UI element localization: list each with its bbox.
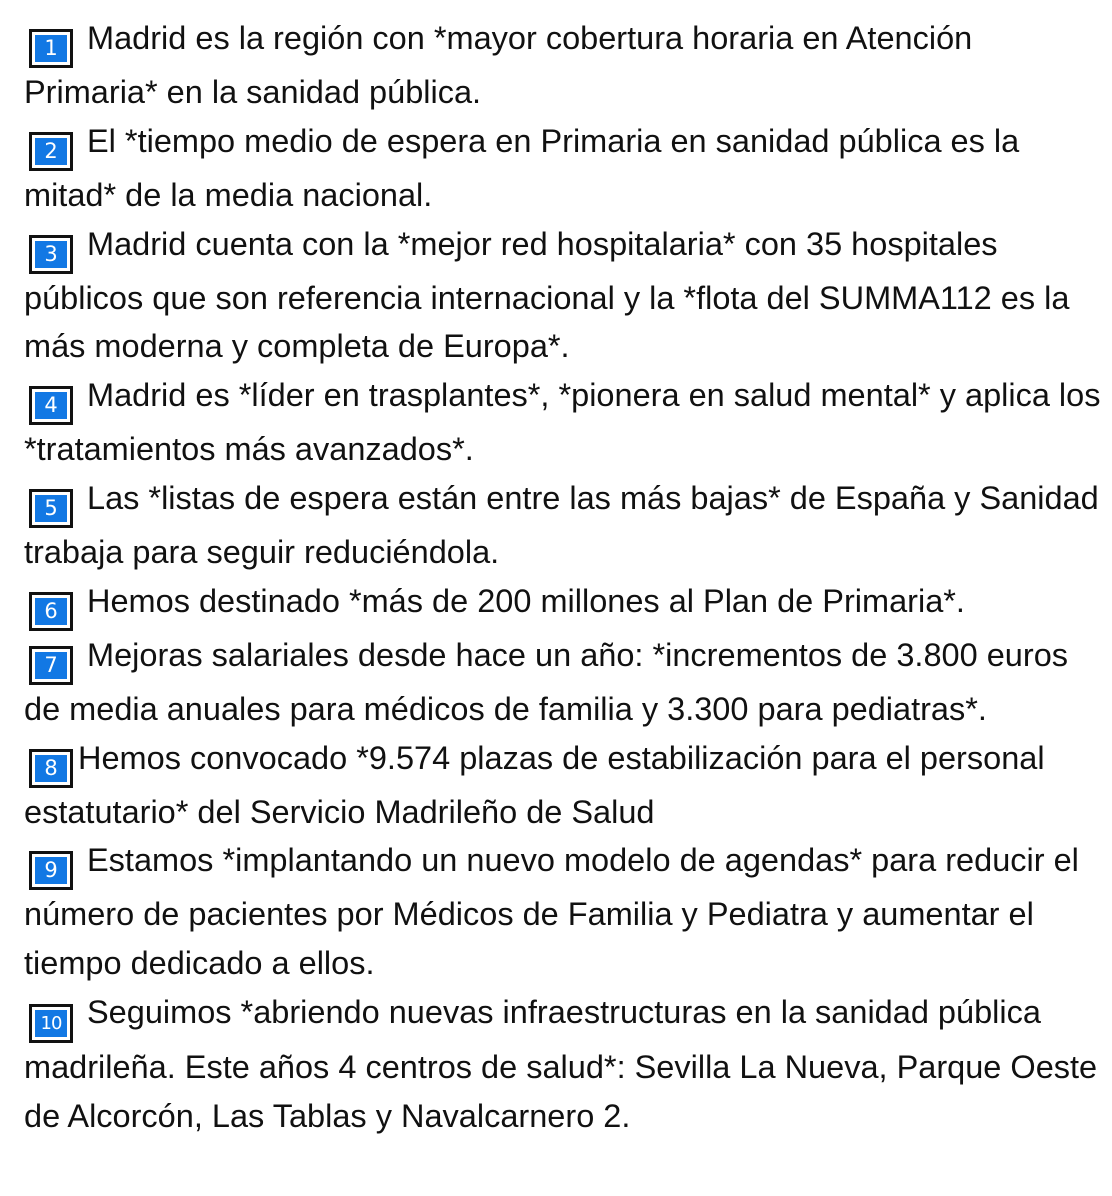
list-item-6 — [24, 577, 1104, 631]
list-item-9 — [24, 836, 1104, 988]
number-8-keycap-icon: 8 — [29, 749, 73, 788]
number-10-keycap-icon: 10 — [29, 1004, 73, 1043]
list-item-1 — [24, 14, 1104, 117]
list-item-2 — [24, 117, 1104, 220]
number-6-keycap-icon: 6 — [29, 592, 73, 631]
number-4-keycap-icon: 4 — [29, 386, 73, 425]
document-body — [24, 14, 1104, 1141]
number-3-keycap-icon: 3 — [29, 235, 73, 274]
list-item-text: Hemos convocado *9.574 plazas de estabilización para el personal estatutario* del Servicio Madrileño de Salud — [24, 739, 1045, 830]
number-1-keycap-icon: 1 — [29, 29, 73, 68]
list-item-text: Madrid es la región con *mayor cobertura horaria en Atención Primaria* en la sanidad pública. — [24, 20, 973, 110]
list-item-text: El *tiempo medio de espera en Primaria en sanidad pública es la mitad* de la media nacional. — [24, 122, 1020, 213]
list-item-10 — [24, 988, 1104, 1141]
list-item-8 — [24, 734, 1104, 837]
list-item-5 — [24, 474, 1104, 577]
list-item-text: Las *listas de espera están entre las más bajas* de España y Sanidad trabaja para seguir reduciéndola. — [24, 479, 1099, 570]
list-item-4 — [24, 371, 1104, 474]
list-item-text: Estamos *implantando un nuevo modelo de agendas* para reducir el número de pacientes por Médicos de Familia y Pediatra y aumentar el tiempo dedicado a ellos. — [24, 842, 1079, 982]
list-item-text: Hemos destinado *más de 200 millones al Plan de Primaria*. — [87, 582, 965, 619]
number-2-keycap-icon: 2 — [29, 132, 73, 171]
number-7-keycap-icon: 7 — [29, 646, 73, 685]
number-9-keycap-icon: 9 — [29, 851, 73, 890]
list-item-text: Madrid cuenta con la *mejor red hospitalaria* con 35 hospitales públicos que son referencia internacional y la *flota del SUMMA112 es la más moderna y completa de Europa*. — [24, 225, 1070, 365]
number-5-keycap-icon: 5 — [29, 489, 73, 528]
list-item-3 — [24, 220, 1104, 372]
list-item-7 — [24, 631, 1104, 734]
list-item-text: Madrid es *líder en trasplantes*, *pionera en salud mental* y aplica los *tratamientos más avanzados*. — [24, 377, 1101, 468]
list-item-text: Mejoras salariales desde hace un año: *incrementos de 3.800 euros de media anuales para médicos de familia y 3.300 para pediatras*. — [24, 636, 1069, 727]
list-item-text: Seguimos *abriendo nuevas infraestructuras en la sanidad pública madrileña. Este años 4 centros de salud*: Sevilla La Nueva, Parque Oeste de Alcorcón, Las Tablas y Navalcarnero 2. — [24, 993, 1098, 1134]
